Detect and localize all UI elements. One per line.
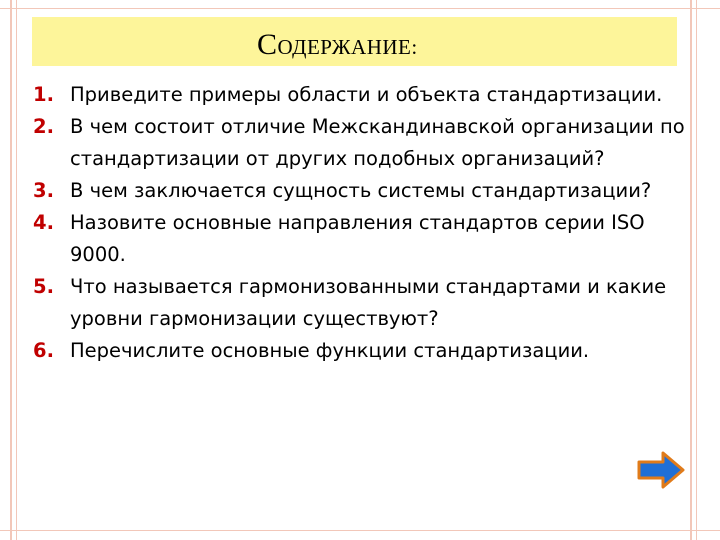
question-text: В чем заключается сущность системы стандартизации? xyxy=(70,179,652,202)
question-number: 6. xyxy=(33,339,54,362)
question-item-1 xyxy=(33,79,693,111)
arrow-right-icon[interactable] xyxy=(637,450,685,490)
question-number: 4. xyxy=(33,211,54,234)
question-item-6 xyxy=(33,335,693,367)
frame-line-right-inner xyxy=(696,0,697,540)
question-text: Приведите примеры области и объекта стандартизации. xyxy=(70,83,663,106)
question-text: Назовите основные направления стандартов серии ISO 9000. xyxy=(70,211,645,266)
question-item-3 xyxy=(33,175,693,207)
title-rest: ОДЕРЖАНИЕ: xyxy=(277,35,418,59)
frame-line-bottom xyxy=(0,530,720,531)
question-number: 2. xyxy=(33,115,54,138)
question-text: Перечислите основные функции стандартизации. xyxy=(70,339,590,362)
question-list xyxy=(33,79,693,367)
question-number: 5. xyxy=(33,275,54,298)
question-item-2 xyxy=(33,111,693,175)
question-item-4 xyxy=(33,207,693,271)
frame-line-top xyxy=(0,8,720,9)
frame-line-left xyxy=(10,0,12,540)
arrow-right-icon-graphic xyxy=(637,450,685,490)
question-item-5 xyxy=(33,271,693,335)
question-text: В чем состоит отличие Межскандинавской организации по стандартизации от других подобных организаций? xyxy=(70,115,685,170)
question-number: 3. xyxy=(33,179,54,202)
frame-line-left-inner xyxy=(16,0,17,540)
slide-title xyxy=(257,28,418,62)
question-text: Что называется гармонизованными стандартами и какие уровни гармонизации существуют? xyxy=(70,275,667,330)
question-number: 1. xyxy=(33,83,54,106)
title-first-letter: С xyxy=(257,28,278,61)
